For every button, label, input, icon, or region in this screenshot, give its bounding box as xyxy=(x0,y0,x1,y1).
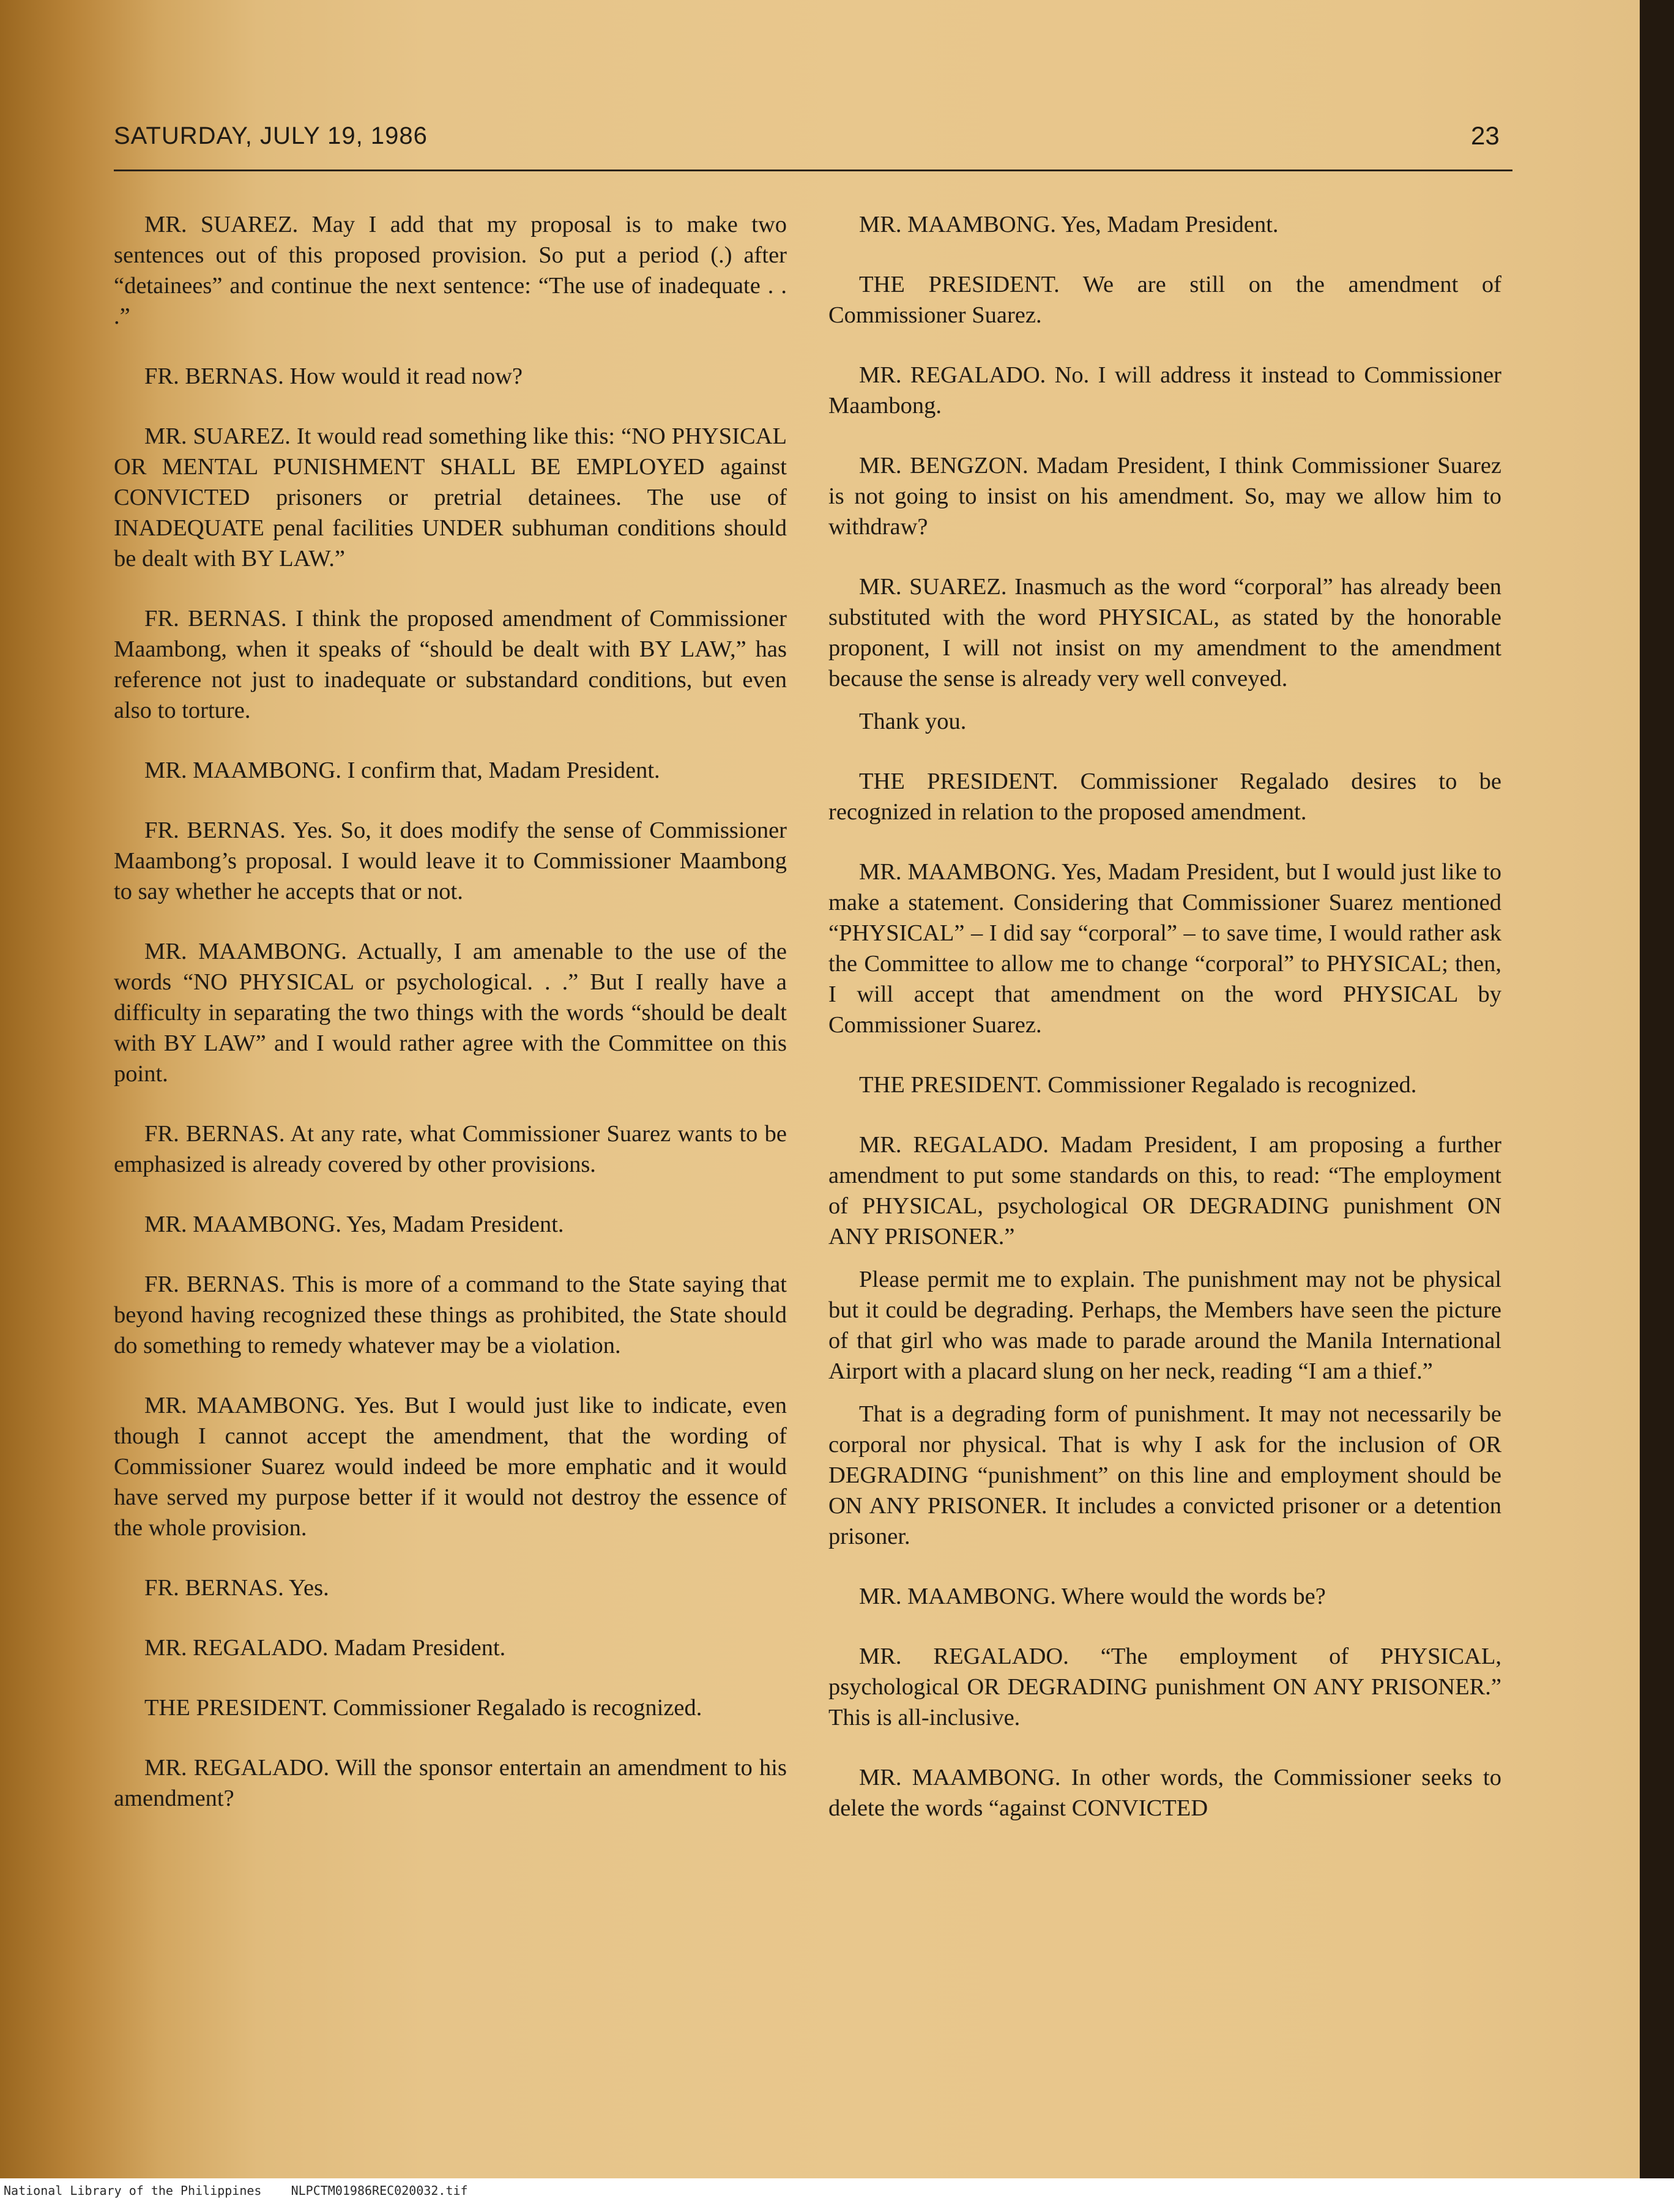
page-number: 23 xyxy=(1471,121,1500,150)
paragraph: FR. BERNAS. At any rate, what Commissioner Suarez wants to be emphasized is already covered by other provisions. xyxy=(114,1121,787,1177)
paragraph: MR. REGALADO. No. I will address it instead to Commissioner Maambong. xyxy=(828,362,1501,419)
paragraph: MR. SUAREZ. Inasmuch as the word “corporal” has already been substituted with the word PHYSICAL, as stated by the honorable proponent, I will not insist on my amendment to the amendment because the sense is already very well conveyed. xyxy=(828,574,1501,691)
header-rule xyxy=(114,169,1512,171)
paragraph: MR. MAAMBONG. Yes, Madam President. xyxy=(144,1212,564,1237)
paragraph: MR. REGALADO. Madam President. xyxy=(144,1635,506,1661)
paragraph: Thank you. xyxy=(859,709,967,734)
footer-strip xyxy=(0,2178,1674,2212)
right-column xyxy=(828,209,1501,1853)
paragraph: That is a degrading form of punishment. It may not necessarily be corporal nor physical. That is why I ask for the inclusion of OR DEGRADING “punishment” on this line and employment should be ON ANY PRISONER. It includes a convicted prisoner or a detention prisoner. xyxy=(828,1401,1501,1549)
paragraph: MR. SUAREZ. It would read something like this: “NO PHYSICAL OR MENTAL PUNISHMENT SHALL BE EMPLOYED against CONVICTED prisoners or pretrial detainees. The use of INADEQUATE penal facilities UNDER subhuman conditions should be dealt with BY LAW.” xyxy=(114,423,787,572)
paragraph: FR. BERNAS. I think the proposed amendment of Commissioner Maambong, when it speaks of “should be dealt with BY LAW,” has reference not just to inadequate or substandard conditions, but even also to torture. xyxy=(114,606,787,723)
paragraph: FR. BERNAS. This is more of a command to the State saying that beyond having recognized these things as prohibited, the State should do something to remedy whatever may be a violation. xyxy=(114,1272,787,1358)
paragraph: THE PRESIDENT. Commissioner Regalado is recognized. xyxy=(859,1072,1417,1098)
paragraph: MR. REGALADO. Will the sponsor entertain an amendment to his amendment? xyxy=(114,1755,787,1811)
paragraph: FR. BERNAS. Yes. So, it does modify the sense of Commissioner Maambong’s proposal. I would leave it to Commissioner Maambong to say whether he accepts that or not. xyxy=(114,817,787,904)
paragraph: MR. MAAMBONG. Yes, Madam President. xyxy=(859,212,1279,237)
paragraph: FR. BERNAS. How would it read now? xyxy=(144,363,523,389)
paragraph: MR. MAAMBONG. In other words, the Commissioner seeks to delete the words “against CONVICTED xyxy=(828,1765,1501,1821)
paragraph: FR. BERNAS. Yes. xyxy=(144,1575,329,1601)
paragraph: MR. SUAREZ. May I add that my proposal is to make two sentences out of this proposed provision. So put a period (.) after “detainees” and continue the next sentence: “The use of inadequate . . .” xyxy=(114,212,787,329)
paragraph: MR. BENGZON. Madam President, I think Commissioner Suarez is not going to insist on his amendment. So, may we allow him to withdraw? xyxy=(828,453,1501,540)
paragraph: THE PRESIDENT. Commissioner Regalado desires to be recognized in relation to the proposed amendment. xyxy=(828,769,1501,825)
footer-caption: National Library of the Philippines NLPCTM01986REC020032.tif xyxy=(4,2183,468,2198)
scan-edge xyxy=(1640,0,1674,2178)
paragraph: MR. MAAMBONG. Yes, Madam President, but I would just like to make a statement. Considering that Commissioner Suarez mentioned “PHYSICAL” – I did say “corporal” – to save time, I would rather ask the Committee to allow me to change “corporal” to PHYSICAL; then, I will accept that amendment on the word PHYSICAL by Commissioner Suarez. xyxy=(828,859,1501,1038)
paragraph: MR. MAAMBONG. I confirm that, Madam President. xyxy=(144,758,660,783)
paragraph: MR. MAAMBONG. Yes. But I would just like to indicate, even though I cannot accept the amendment, that the wording of Commissioner Suarez would indeed be more emphatic and it would have served my purpose better if it would not destroy the essence of the whole provision. xyxy=(114,1393,787,1541)
paragraph: MR. MAAMBONG. Actually, I am amenable to the use of the words “NO PHYSICAL or psychological. . .” But I really have a difficulty in separating the two things with the words “should be dealt with BY LAW” and I would rather agree with the Committee on this point. xyxy=(114,939,787,1087)
paragraph: MR. REGALADO. Madam President, I am proposing a further amendment to put some standards on this, to read: “The employment of PHYSICAL, psychological OR DEGRADING punishment ON ANY PRISONER.” xyxy=(828,1132,1501,1249)
paragraph: Please permit me to explain. The punishment may not be physical but it could be degrading. Perhaps, the Members have seen the picture of that girl who was made to parade around the Manila International Airport with a placard slung on her neck, reading “I am a thief.” xyxy=(828,1267,1501,1384)
paragraph: MR. MAAMBONG. Where would the words be? xyxy=(859,1584,1326,1609)
left-column xyxy=(114,209,787,1843)
header-date: SATURDAY, JULY 19, 1986 xyxy=(114,122,428,149)
paragraph: THE PRESIDENT. We are still on the amendment of Commissioner Suarez. xyxy=(828,272,1501,328)
paragraph: MR. REGALADO. “The employment of PHYSICAL, psychological OR DEGRADING punishment ON ANY PRISONER.” This is all-inclusive. xyxy=(828,1644,1501,1730)
paragraph: THE PRESIDENT. Commissioner Regalado is recognized. xyxy=(144,1695,702,1721)
